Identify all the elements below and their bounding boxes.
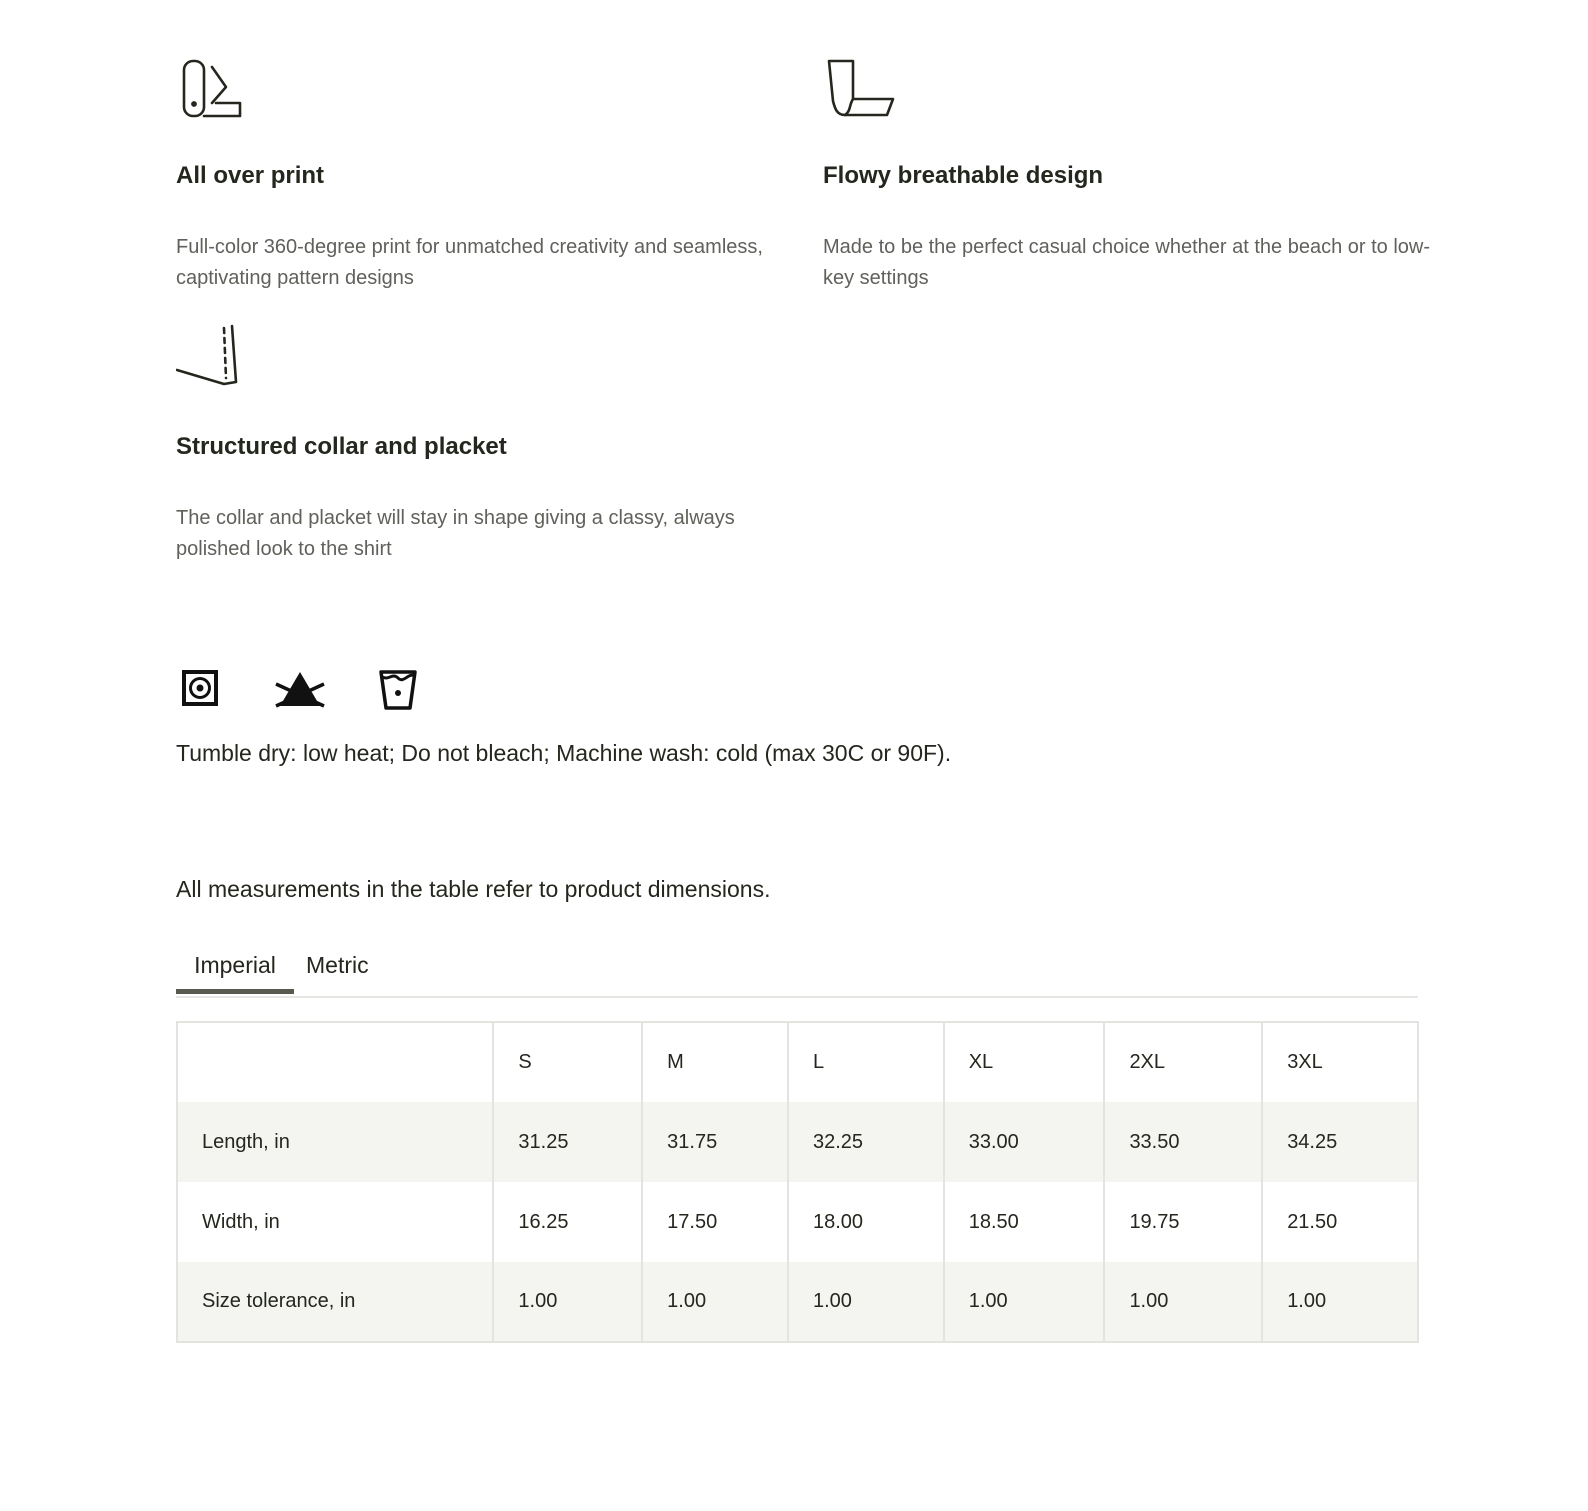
table-header-row [177,1022,1418,1102]
table-header-cell: 3XL [1262,1022,1418,1102]
tab-metric[interactable]: Metric [306,952,369,978]
row-label: Length, in [177,1102,493,1182]
table-row [177,1262,1418,1342]
feature-title: Flowy breathable design [823,162,1104,189]
table-header-cell: S [493,1022,642,1102]
table-cell: 33.00 [944,1102,1105,1182]
active-tab-indicator [176,989,294,994]
care-instructions: Tumble dry: low heat; Do not bleach; Machine wash: cold (max 30C or 90F). [176,740,952,766]
table-cell: 16.25 [493,1182,642,1262]
table-cell: 1.00 [1262,1262,1418,1342]
table-cell: 33.50 [1104,1102,1262,1182]
row-label: Width, in [177,1182,493,1262]
feature-all-over-print [176,52,796,289]
measurements-note: All measurements in the table refer to product dimensions. [176,876,771,902]
table-cell: 1.00 [1104,1262,1262,1342]
table-header-cell: 2XL [1104,1022,1262,1102]
feature-description: Made to be the perfect casual choice whether at the beach or to low-key settings [823,236,1431,289]
table-cell: 19.75 [1104,1182,1262,1262]
collar-placket-icon [176,323,246,395]
table-cell: 1.00 [493,1262,642,1342]
table-cell: 1.00 [944,1262,1105,1342]
table-cell: 17.50 [642,1182,788,1262]
table-cell: 18.50 [944,1182,1105,1262]
feature-collar-placket [176,323,796,560]
unit-tabs [176,944,1418,998]
table-cell: 32.25 [788,1102,944,1182]
table-row [177,1182,1418,1262]
feature-description: The collar and placket will stay in shape giving a classy, always polished look to the shirt [176,507,735,560]
table-cell: 21.50 [1262,1182,1418,1262]
row-label: Size tolerance, in [177,1262,493,1342]
do-not-bleach-icon [274,668,326,710]
flowy-fabric-icon [823,52,899,124]
feature-title: Structured collar and placket [176,433,507,460]
table-cell: 31.75 [642,1102,788,1182]
size-table [176,1021,1419,1343]
table-header-cell [177,1022,493,1102]
feature-title: All over print [176,162,325,189]
tumble-dry-low-icon [180,668,220,708]
table-cell: 1.00 [642,1262,788,1342]
table-header-cell: XL [944,1022,1105,1102]
table-cell: 1.00 [788,1262,944,1342]
feature-flowy-breathable [823,52,1433,289]
table-header-cell: M [642,1022,788,1102]
feature-description: Full-color 360-degree print for unmatched creativity and seamless, captivating pattern designs [176,236,763,289]
table-cell: 34.25 [1262,1102,1418,1182]
all-over-print-icon [176,52,246,124]
table-row [177,1102,1418,1182]
table-cell: 18.00 [788,1182,944,1262]
table-header-cell: L [788,1022,944,1102]
machine-wash-cold-icon [378,668,418,712]
tab-imperial[interactable]: Imperial [194,952,276,978]
table-cell: 31.25 [493,1102,642,1182]
